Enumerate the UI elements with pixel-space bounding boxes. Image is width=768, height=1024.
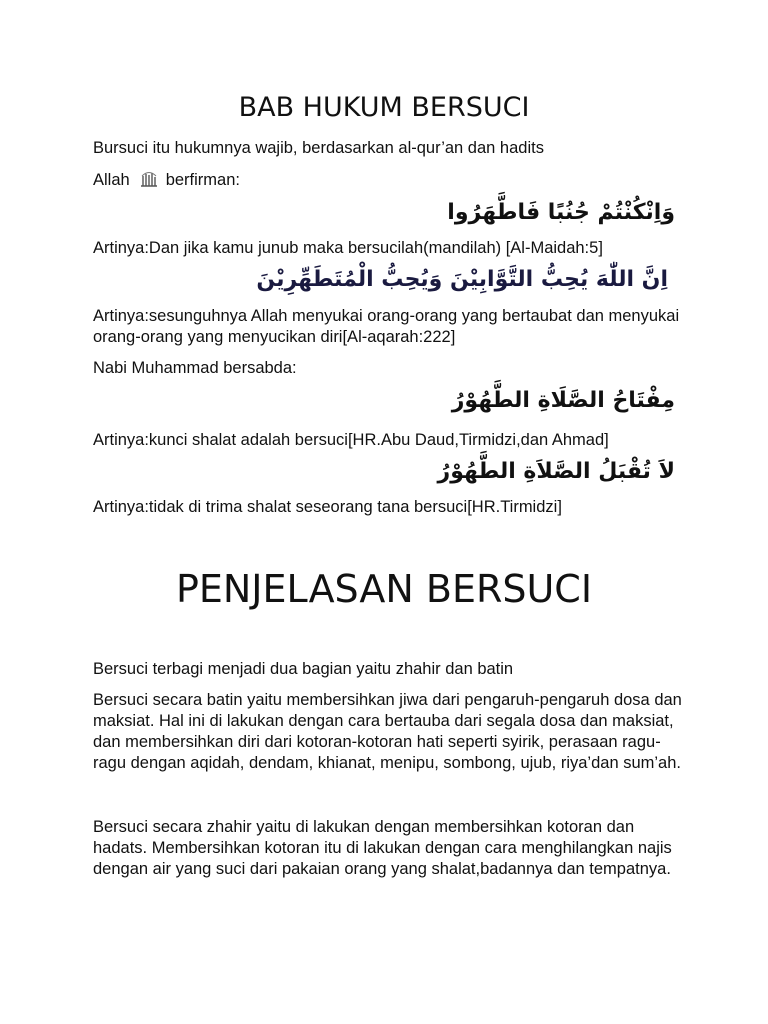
arti-hadits-la-tuqbal: Artinya:tidak di trima shalat seseorang tana bersuci[HR.Tirmidzi] [93,498,562,516]
intro-paragraph: Bursuci itu hukumnya wajib, berdasarkan al-qur’an dan hadits [93,139,544,157]
allah-swt-glyph-icon [138,170,160,188]
arti-al-maidah: Artinya:Dan jika kamu junub maka bersucilah(mandilah) [Al-Maidah:5] [93,239,603,257]
allah-line [93,170,683,191]
nabi-bersabda: Nabi Muhammad bersabda: [93,359,297,377]
hadits-la-tuqbal: لاَ تُقْبَلُ الصَّلاَةِ الطَّهُوْرُ [437,459,675,484]
ayat-al-baqarah: اِنَّ اللّٰهَ يُحِبُّ التَّوَّابِيْنَ وَيُحِبُّ الْمُتَطَهِّرِيْنَ [256,267,668,292]
zhahir-paragraph: Bersuci secara zhahir yaitu di lakukan dengan membersihkan kotoran dan hadats. Membersihkan kotoran itu di lakukan dengan cara menghilangkan najis dengan air yang suci dari pakaian orang yang shalat,badannya dan tempatnya. [93,818,672,878]
arti-al-baqarah: Artinya:sesunguhnya Allah menyukai orang-orang yang bertaubat dan menyukai orang-orang yang menyucikan diri[Al-aqarah:222] [93,307,680,346]
pembagian-paragraph: Bersuci terbagi menjadi dua bagian yaitu zhahir dan batin [93,660,514,678]
arti-hadits-miftah: Artinya:kunci shalat adalah bersuci[HR.Abu Daud,Tirmidzi,dan Ahmad] [93,431,609,449]
section-title: PENJELASAN BERSUCI [175,567,593,611]
allah-word: Allah [93,171,130,189]
ayat-al-maidah: وَاِنْكُنْتُمْ جُنُبًا فَاطَّهَرُوا [447,200,675,225]
batin-paragraph: Bersuci secara batin yaitu membersihkan jiwa dari pengaruh-pengaruh dosa dan maksiat. Hal ini di lakukan dengan cara bertauba dari segala dosa dan maksiat, dan membersihkan diri dari kotoran-kotoran hati seperti syirik, perasaan ragu-ragu dengan aqidah, dendam, khianat, menipu, sombong, ujub, riya’dan sum’ah. [93,691,682,772]
page-title: BAB HUKUM BERSUCI [238,92,530,123]
berfirman-word: berfirman: [165,171,240,189]
hadits-miftah: مِفْتَاحُ الصَّلَاةِ الطَّهُوْرُ [451,388,675,413]
